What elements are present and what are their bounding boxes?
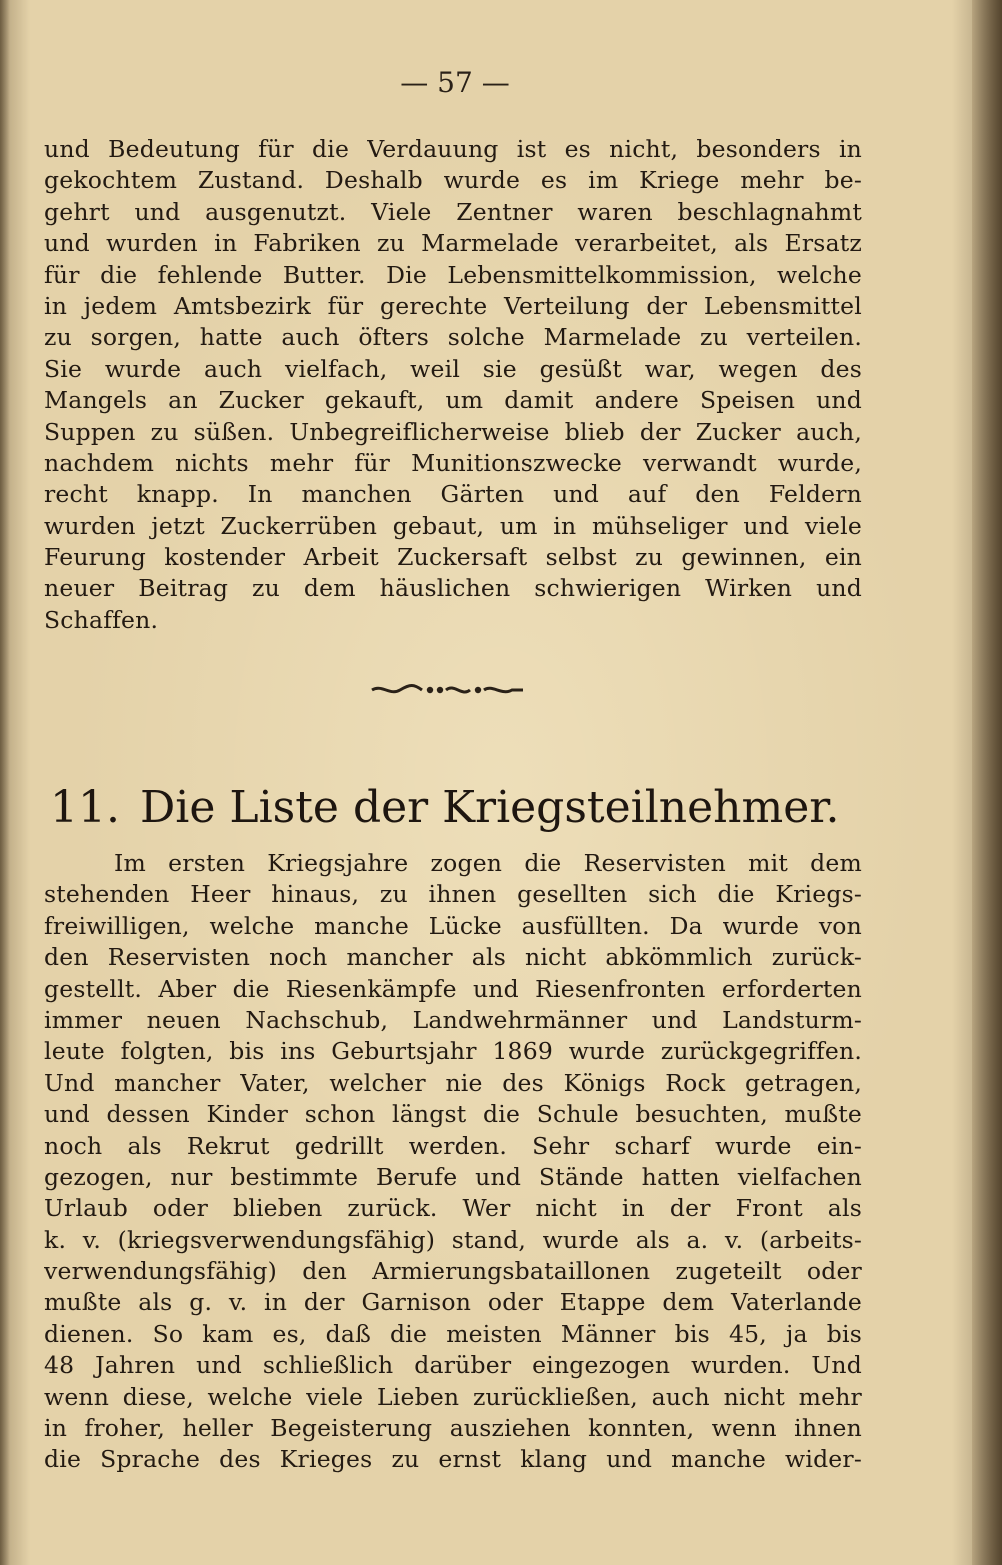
text-line: und Bedeutung für die Verdauung ist es nicht, besonders in: [44, 135, 862, 163]
text-line: stehenden Heer hinaus, zu ihnen gesellten sich die Kriegs-: [44, 880, 862, 909]
text-line: neuer Beitrag zu dem häuslichen schwierigen Wirken und: [44, 574, 862, 603]
text-line: leute folgten, bis ins Geburtsjahr 1869 wurde zurückgegriffen.: [44, 1037, 862, 1066]
text-line: wurden jetzt Zuckerrüben gebaut, um in mühseliger und viele: [44, 511, 862, 540]
section-title: Die Liste der Kriegsteilnehmer.: [139, 782, 840, 833]
page-number: — 57 —: [400, 66, 510, 99]
text-line: 48 Jahren und schließlich darüber eingezogen wurden. Und: [44, 1351, 862, 1380]
text-line: Und mancher Vater, welcher nie des Königs Rock getragen,: [44, 1068, 862, 1097]
text-line: Im ersten Kriegsjahre zogen die Reservisten mit dem: [114, 849, 862, 877]
text-line: für die fehlende Butter. Die Lebensmittelkommission, welche: [44, 260, 862, 289]
text-line: freiwilligen, welche manche Lücke ausfüllten. Da wurde von: [44, 911, 862, 940]
text-line: in jedem Amtsbezirk für gerechte Verteilung der Lebensmittel: [44, 291, 862, 320]
text-line: verwendungsfähig) den Armierungsbataillonen zugeteilt oder: [44, 1257, 862, 1286]
text-line: den Reservisten noch mancher als nicht abkömmlich zurück-: [44, 943, 862, 972]
text-line: Sie wurde auch vielfach, weil sie gesüßt war, wegen des: [44, 354, 862, 383]
page-left-edge-shadow: [0, 0, 10, 1565]
section-number: 11.: [50, 782, 120, 833]
text-line: gestellt. Aber die Riesenkämpfe und Riesenfronten erforderten: [44, 974, 862, 1003]
text-line: die Sprache des Krieges zu ernst klang und manche wider-: [44, 1445, 862, 1474]
paragraph-1: [44, 134, 862, 636]
text-line: Mangels an Zucker gekauft, um damit andere Speisen und: [44, 386, 862, 415]
section-heading: [50, 778, 870, 838]
text-line: gehrt und ausgenutzt. Viele Zentner waren beschlagnahmt: [44, 197, 862, 226]
text-line: wenn diese, welche viele Lieben zurückließen, auch nicht mehr: [44, 1382, 862, 1411]
text-line: und dessen Kinder schon längst die Schule besuchten, mußte: [44, 1100, 862, 1129]
text-line: k. v. (kriegsverwendungsfähig) stand, wurde als a. v. (arbeits-: [44, 1225, 862, 1254]
text-line: und wurden in Fabriken zu Marmelade verarbeitet, als Ersatz: [44, 229, 862, 258]
text-line: gekochtem Zustand. Deshalb wurde es im Kriege mehr be-: [44, 166, 862, 195]
text-line: dienen. So kam es, daß die meisten Männer bis 45, ja bis: [44, 1319, 862, 1348]
text-line: nachdem nichts mehr für Munitionszwecke verwandt wurde,: [44, 448, 862, 477]
text-line: in froher, heller Begeisterung ausziehen konnten, wenn ihnen: [44, 1414, 862, 1443]
text-line: noch als Rekrut gedrillt werden. Sehr scharf wurde ein-: [44, 1131, 862, 1160]
text-line: recht knapp. In manchen Gärten und auf den Feldern: [44, 480, 862, 509]
paragraph-2: [44, 848, 862, 1476]
text-line: Suppen zu süßen. Unbegreiflicherweise blieb der Zucker auch,: [44, 417, 862, 446]
text-line: immer neuen Nachschub, Landwehrmänner und Landsturm-: [44, 1005, 862, 1034]
text-line: mußte als g. v. in der Garnison oder Etappe dem Vaterlande: [44, 1288, 862, 1317]
text-line: Urlaub oder blieben zurück. Wer nicht in der Front als: [44, 1194, 862, 1223]
section-divider-ornament: [370, 680, 525, 700]
text-line: Schaffen.: [44, 605, 159, 634]
text-line: zu sorgen, hatte auch öfters solche Marmelade zu verteilen.: [44, 323, 862, 352]
text-line: gezogen, nur bestimmte Berufe und Stände hatten vielfachen: [44, 1162, 862, 1191]
book-spine-shadow: [972, 0, 1002, 1565]
text-line: Feurung kostender Arbeit Zuckersaft selbst zu gewinnen, ein: [44, 543, 862, 572]
